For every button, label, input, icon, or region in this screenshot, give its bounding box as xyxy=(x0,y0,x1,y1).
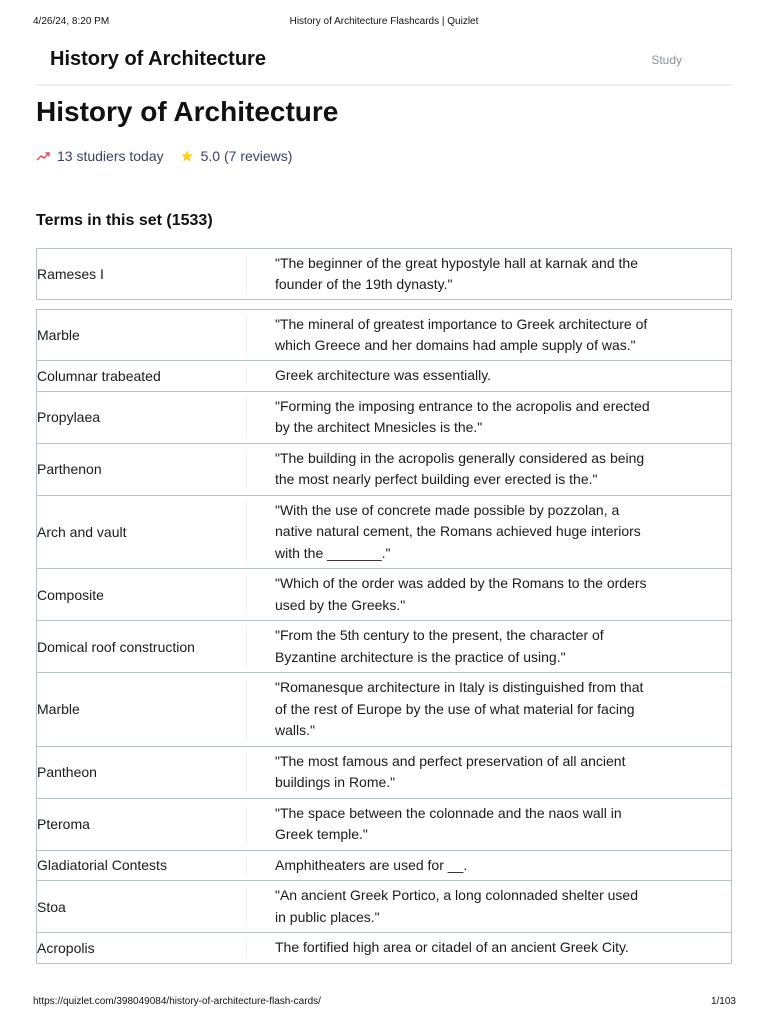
page-title: History of Architecture xyxy=(36,96,339,127)
terms-heading: Terms in this set (1533) xyxy=(36,212,213,229)
definition-text: "Which of the order was added by the Romans to the orders used by the Greeks." xyxy=(275,575,647,613)
term-card[interactable] xyxy=(36,361,732,392)
definition-text: The fortified high area or citadel of an ancient Greek City. xyxy=(275,939,629,955)
term-list xyxy=(36,248,732,964)
rating-text[interactable]: 5.0 (7 reviews) xyxy=(200,148,293,164)
term-text: Arch and vault xyxy=(37,502,247,563)
term-card[interactable] xyxy=(36,569,732,621)
term-text: Pantheon xyxy=(37,753,247,792)
study-button[interactable]: Study xyxy=(651,53,682,67)
set-title-link[interactable]: History of Architecture xyxy=(50,48,266,70)
term-card[interactable] xyxy=(36,881,732,933)
definition-text: Amphitheaters are used for __. xyxy=(275,856,468,873)
definition-text: "The most famous and perfect preservation of all ancient buildings in Rome." xyxy=(275,752,626,790)
definition-text: "The building in the acropolis generally considered as being the most nearly perfect building ever erected is the." xyxy=(275,449,645,487)
term-card[interactable] xyxy=(36,444,732,496)
definition-text: "From the 5th century to the present, the character of Byzantine architecture is the practice of using." xyxy=(275,627,604,665)
term-text: Pteroma xyxy=(37,805,247,844)
term-card[interactable] xyxy=(36,309,732,361)
term-card[interactable] xyxy=(36,392,732,444)
term-text: Parthenon xyxy=(37,450,247,489)
trending-up-icon xyxy=(36,151,50,161)
definition-text: "With the use of concrete made possible by pozzolan, a native natural cement, the Romans achieved huge interiors with the _______." xyxy=(275,501,641,561)
term-card[interactable] xyxy=(36,851,732,882)
definition-text: "An ancient Greek Portico, a long colonnaded shelter used in public places." xyxy=(275,887,638,925)
term-card[interactable] xyxy=(36,248,732,300)
term-card[interactable] xyxy=(36,496,732,570)
term-card[interactable] xyxy=(36,799,732,851)
star-icon xyxy=(180,149,194,163)
definition-text: Greek architecture was essentially. xyxy=(275,367,492,383)
print-footer xyxy=(0,996,768,1010)
print-doc-title: History of Architecture Flashcards | Quizlet xyxy=(289,16,479,27)
term-card[interactable] xyxy=(36,621,732,673)
term-text: Columnar trabeated xyxy=(37,367,247,385)
term-text: Gladiatorial Contests xyxy=(37,857,247,875)
print-header xyxy=(0,16,768,30)
set-meta xyxy=(36,146,292,166)
term-text: Composite xyxy=(37,575,247,614)
definition-text: "Forming the imposing entrance to the acropolis and erected by the architect Mnesicles is the." xyxy=(275,397,650,435)
definition-text: "The space between the colonnade and the naos wall in Greek temple." xyxy=(275,804,622,842)
term-card[interactable] xyxy=(36,747,732,799)
definition-text: "The beginner of the great hypostyle hall at karnak and the founder of the 19th dynasty." xyxy=(275,254,638,292)
print-datetime: 4/26/24, 8:20 PM xyxy=(33,16,110,27)
term-card[interactable] xyxy=(36,933,732,964)
print-page-number: 1/103 xyxy=(710,996,736,1007)
definition-text: "The mineral of greatest importance to Greek architecture of which Greece and her domains had ample supply of was." xyxy=(275,315,648,353)
print-url: https://quizlet.com/398049084/history-of-architecture-flash-cards/ xyxy=(33,996,321,1007)
term-text: Marble xyxy=(37,316,247,354)
term-text: Acropolis xyxy=(37,939,247,957)
term-text: Domical roof construction xyxy=(37,627,247,666)
top-bar xyxy=(36,38,732,86)
term-text: Marble xyxy=(37,679,247,740)
term-card[interactable] xyxy=(36,673,732,747)
term-text: Stoa xyxy=(37,887,247,926)
studiers-count: 13 studiers today xyxy=(57,148,164,164)
term-text: Propylaea xyxy=(37,398,247,437)
term-text: Rameses I xyxy=(37,255,247,293)
definition-text: "Romanesque architecture in Italy is distinguished from that of the rest of Europe by the use of what material for facing walls." xyxy=(275,679,644,738)
